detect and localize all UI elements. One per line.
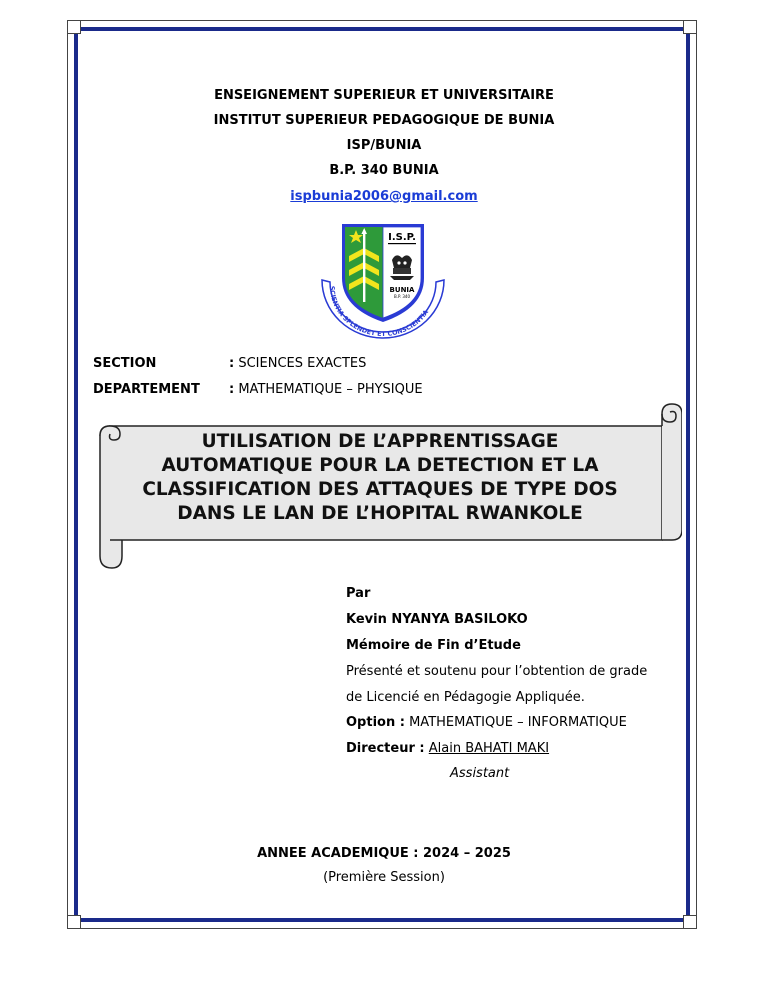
directeur-label: Directeur : xyxy=(346,741,425,756)
email-link[interactable]: ispbunia2006@gmail.com xyxy=(290,189,478,204)
title-line-1: UTILISATION DE L’APPRENTISSAGE xyxy=(201,431,559,452)
section-value: SCIENCES EXACTES xyxy=(238,356,367,371)
author-name: Kevin NYANYA BASILOKO xyxy=(346,612,528,627)
section-label: SECTION xyxy=(93,356,157,371)
header-institute: INSTITUT SUPERIEUR PEDAGOGIQUE DE BUNIA xyxy=(213,113,555,128)
thesis-title xyxy=(130,430,630,526)
session-label: (Première Session) xyxy=(323,870,445,885)
frame-corner-top-left xyxy=(67,20,81,34)
option-label: Option : xyxy=(346,715,405,730)
header-ministry: ENSEIGNEMENT SUPERIEUR ET UNIVERSITAIRE xyxy=(214,88,554,103)
directeur-title: Assistant xyxy=(450,766,510,781)
logo-isp-text: I.S.P. xyxy=(388,232,416,243)
presente-line-2: de Licencié en Pédagogie Appliquée. xyxy=(346,690,585,705)
title-line-2: AUTOMATIQUE POUR LA DETECTION ET LA xyxy=(161,455,599,476)
section-row xyxy=(93,356,366,371)
header-postal-box: B.P. 340 BUNIA xyxy=(329,163,439,178)
departement-row xyxy=(93,382,423,397)
par-label: Par xyxy=(346,586,371,601)
title-line-3: CLASSIFICATION DES ATTAQUES DE TYPE DOS xyxy=(142,479,618,500)
directeur-row xyxy=(346,741,549,756)
section-separator: : xyxy=(229,356,235,371)
logo-motto: SCIENTIA SPLENDET ET CONSCIENTIA xyxy=(327,285,431,339)
presente-line-1: Présenté et soutenu pour l’obtention de grade xyxy=(346,664,648,679)
departement-separator: : xyxy=(229,382,235,397)
memoire-label: Mémoire de Fin d’Etude xyxy=(346,638,521,653)
option-value: MATHEMATIQUE – INFORMATIQUE xyxy=(409,715,627,730)
logo-city-text: BUNIA xyxy=(389,286,415,294)
option-row xyxy=(346,715,627,730)
logo-bp-text: B.P. 340 xyxy=(394,294,410,299)
frame-corner-bottom-right xyxy=(683,915,697,929)
departement-value: MATHEMATIQUE – PHYSIQUE xyxy=(238,382,423,397)
departement-label: DEPARTEMENT xyxy=(93,382,200,397)
directeur-name: Alain BAHATI MAKI xyxy=(428,741,550,756)
header-acronym: ISP/BUNIA xyxy=(346,138,422,153)
header-email-row xyxy=(0,189,768,204)
academic-year: ANNEE ACADEMIQUE : 2024 – 2025 xyxy=(257,846,511,861)
frame-corner-top-right xyxy=(683,20,697,34)
title-line-4: DANS LE LAN DE L’HOPITAL RWANKOLE xyxy=(177,503,583,524)
isp-bunia-logo xyxy=(316,218,450,344)
frame-corner-bottom-left xyxy=(67,915,81,929)
